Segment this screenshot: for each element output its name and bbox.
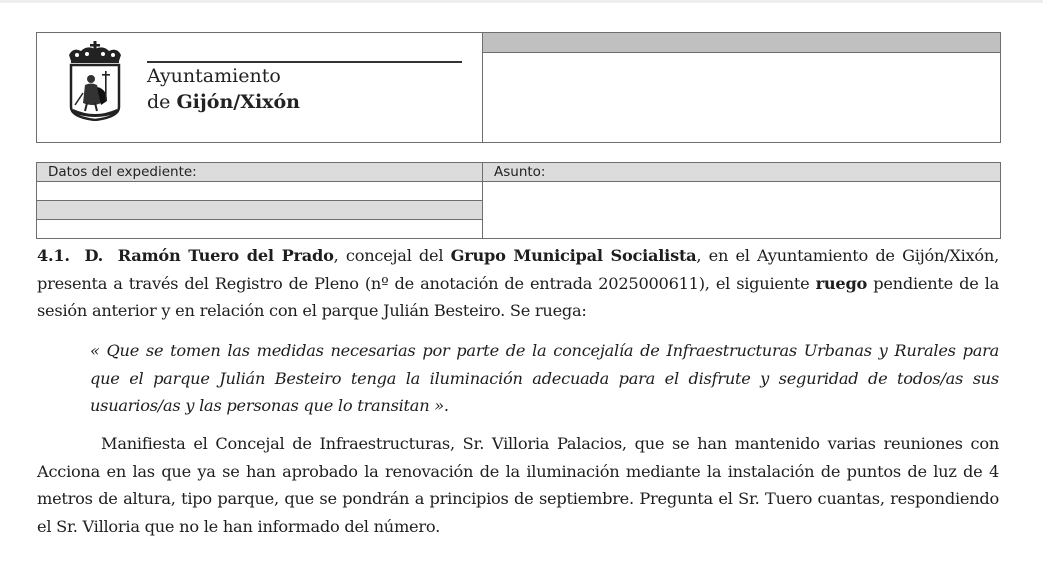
subject-label: Asunto: (494, 164, 546, 180)
text-fragment: , en el Ayuntamiento de Gijón/Xixón, presenta a través del Registro de Pleno (nº de anotación de entrada 2025000611), el siguiente (37, 246, 999, 293)
item-paragraph (37, 242, 999, 325)
org-name-prefix: de (147, 91, 177, 113)
file-data-row-2 (37, 201, 482, 220)
letterhead-rule (147, 61, 462, 63)
response-paragraph (37, 430, 999, 540)
subject-header (483, 163, 1000, 182)
letterhead-right-header-bar (483, 33, 1000, 53)
item-number: 4.1. (37, 246, 70, 265)
text-fragment: pendiente de la sesión anterior y en relación con el parque Julián Besteiro. Se ruega: (37, 273, 999, 320)
text-fragment: , concejal del (333, 246, 451, 265)
ruego-keyword: ruego (815, 273, 868, 293)
file-data-header (37, 163, 482, 182)
org-name-line2 (147, 91, 300, 113)
political-group: Grupo Municipal Socialista (450, 246, 697, 265)
page-top-edge (0, 0, 1043, 3)
request-quote: « Que se tomen las medidas necesarias por parte de la concejalía de Infraestructuras Urbanas y Rurales para que el parque Julián Besteiro tenga la iluminación adecuada para el disfrute y seguridad de todos/as sus usuarios/as y las personas que lo transitan ». (90, 341, 999, 415)
letterhead-left-cell (37, 33, 483, 142)
file-data-column (37, 163, 483, 238)
org-name-city: Gijón/Xixón (176, 91, 300, 113)
coat-of-arms-icon (63, 41, 127, 121)
councillor-name: Ramón Tuero del Prado (117, 246, 334, 265)
file-data-row-1 (37, 182, 482, 201)
file-data-table (36, 162, 1001, 239)
letterhead-box (36, 32, 1001, 143)
response-text: Manifiesta el Concejal de Infraestructuras, Sr. Villoria Palacios, que se han mantenido varias reuniones con Acciona en las que ya se han aprobado la renovación de la iluminación mediante la instalación de puntos de luz de 4 metros de altura, tipo parque, que se pondrán a principios de septiembre. Pregunta el Sr. Tuero cuantas, respondiendo el Sr. Villoria que no le han informado del número. (37, 434, 999, 536)
honorific: D. (84, 246, 104, 265)
org-name-line1: Ayuntamiento (147, 65, 281, 87)
file-data-label: Datos del expediente: (48, 164, 197, 180)
